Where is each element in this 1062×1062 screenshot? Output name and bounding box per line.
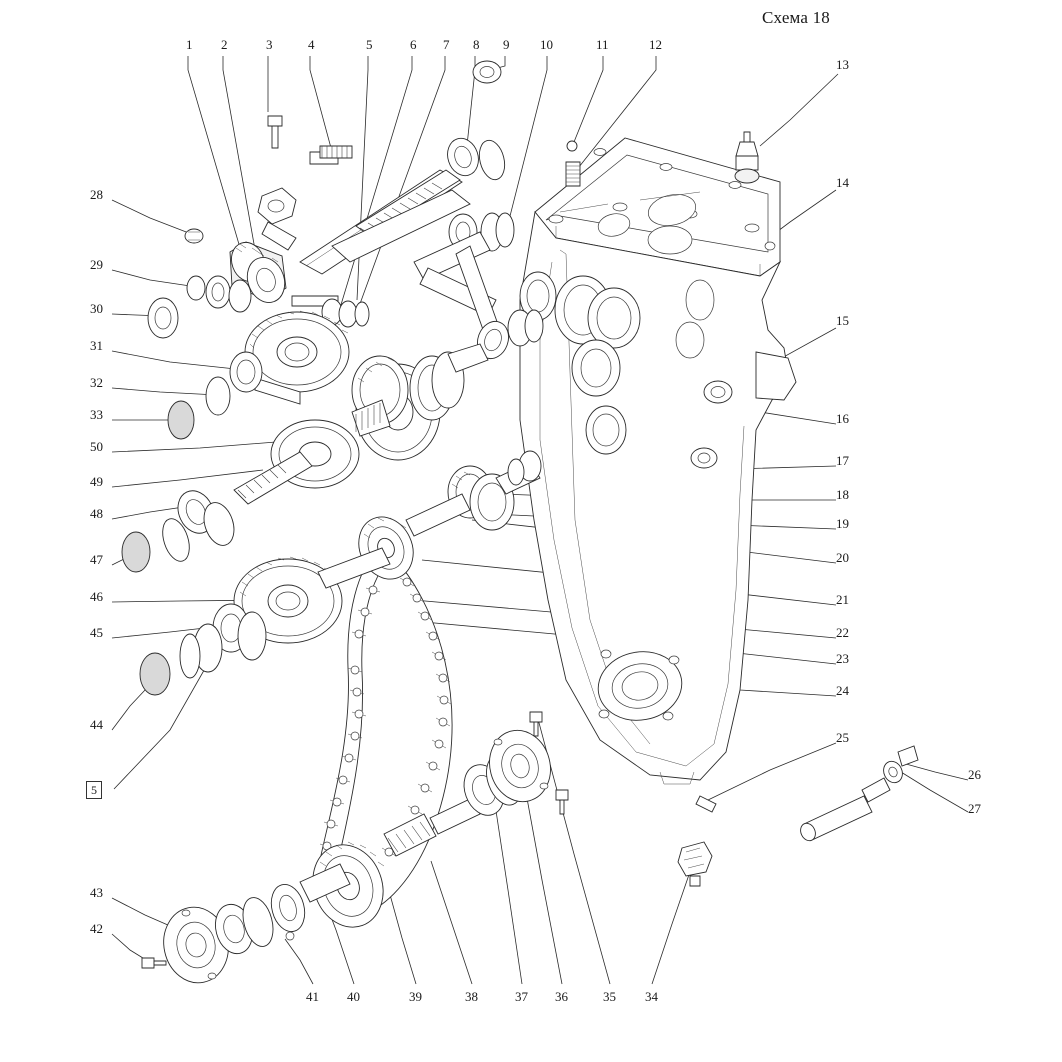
- callout-30: 30: [90, 301, 103, 316]
- callout-5-boxed: 5: [86, 781, 102, 799]
- callout-10: 10: [540, 37, 553, 52]
- callout-37: 37: [515, 989, 528, 1004]
- right-small-parts: [678, 746, 918, 886]
- gear-large-upper: [245, 311, 349, 404]
- callout-32: 32: [90, 375, 103, 390]
- callout-27: 27: [968, 801, 981, 816]
- callout-45: 45: [90, 625, 103, 640]
- gear-cluster-small: [406, 451, 541, 536]
- callout-7: 7: [443, 37, 450, 52]
- callout-16: 16: [836, 411, 849, 426]
- callout-20: 20: [836, 550, 849, 565]
- callout-17: 17: [836, 453, 849, 468]
- callout-3: 3: [266, 37, 273, 52]
- gear-mid-cluster: [352, 344, 488, 460]
- callout-1: 1: [186, 37, 193, 52]
- callout-25: 25: [836, 730, 849, 745]
- callout-26: 26: [968, 767, 981, 782]
- gear-shaft-left-mid: [122, 229, 359, 572]
- callout-47: 47: [90, 552, 103, 567]
- callout-24: 24: [836, 683, 849, 698]
- callout-44: 44: [90, 717, 103, 732]
- callout-22: 22: [836, 625, 849, 640]
- callout-4: 4: [308, 37, 315, 52]
- callout-39: 39: [409, 989, 422, 1004]
- callout-8: 8: [473, 37, 480, 52]
- callout-48: 48: [90, 506, 103, 521]
- callout-14: 14: [836, 175, 849, 190]
- callout-15: 15: [836, 313, 849, 328]
- callout-40: 40: [347, 989, 360, 1004]
- callout-9: 9: [503, 37, 510, 52]
- callout-42: 42: [90, 921, 103, 936]
- callout-6: 6: [410, 37, 417, 52]
- callout-19: 19: [836, 516, 849, 531]
- callout-5: 5: [366, 37, 373, 52]
- callout-18: 18: [836, 487, 849, 502]
- callout-50: 50: [90, 439, 103, 454]
- callout-35: 35: [603, 989, 616, 1004]
- callout-31: 31: [90, 338, 103, 353]
- callout-46: 46: [90, 589, 103, 604]
- callout-49: 49: [90, 474, 103, 489]
- callout-29: 29: [90, 257, 103, 272]
- diagram-title: Схема 18: [762, 8, 830, 27]
- callout-11: 11: [596, 37, 609, 52]
- callout-21: 21: [836, 592, 849, 607]
- callout-12: 12: [649, 37, 662, 52]
- callout-13: 13: [836, 57, 849, 72]
- callout-41: 41: [306, 989, 319, 1004]
- callout-2: 2: [221, 37, 228, 52]
- callout-23: 23: [836, 651, 849, 666]
- gearbox-housing: [520, 132, 796, 784]
- callout-28: 28: [90, 187, 103, 202]
- callout-43: 43: [90, 885, 103, 900]
- callout-36: 36: [555, 989, 568, 1004]
- callout-34: 34: [645, 989, 658, 1004]
- callout-33: 33: [90, 407, 103, 422]
- callout-38: 38: [465, 989, 478, 1004]
